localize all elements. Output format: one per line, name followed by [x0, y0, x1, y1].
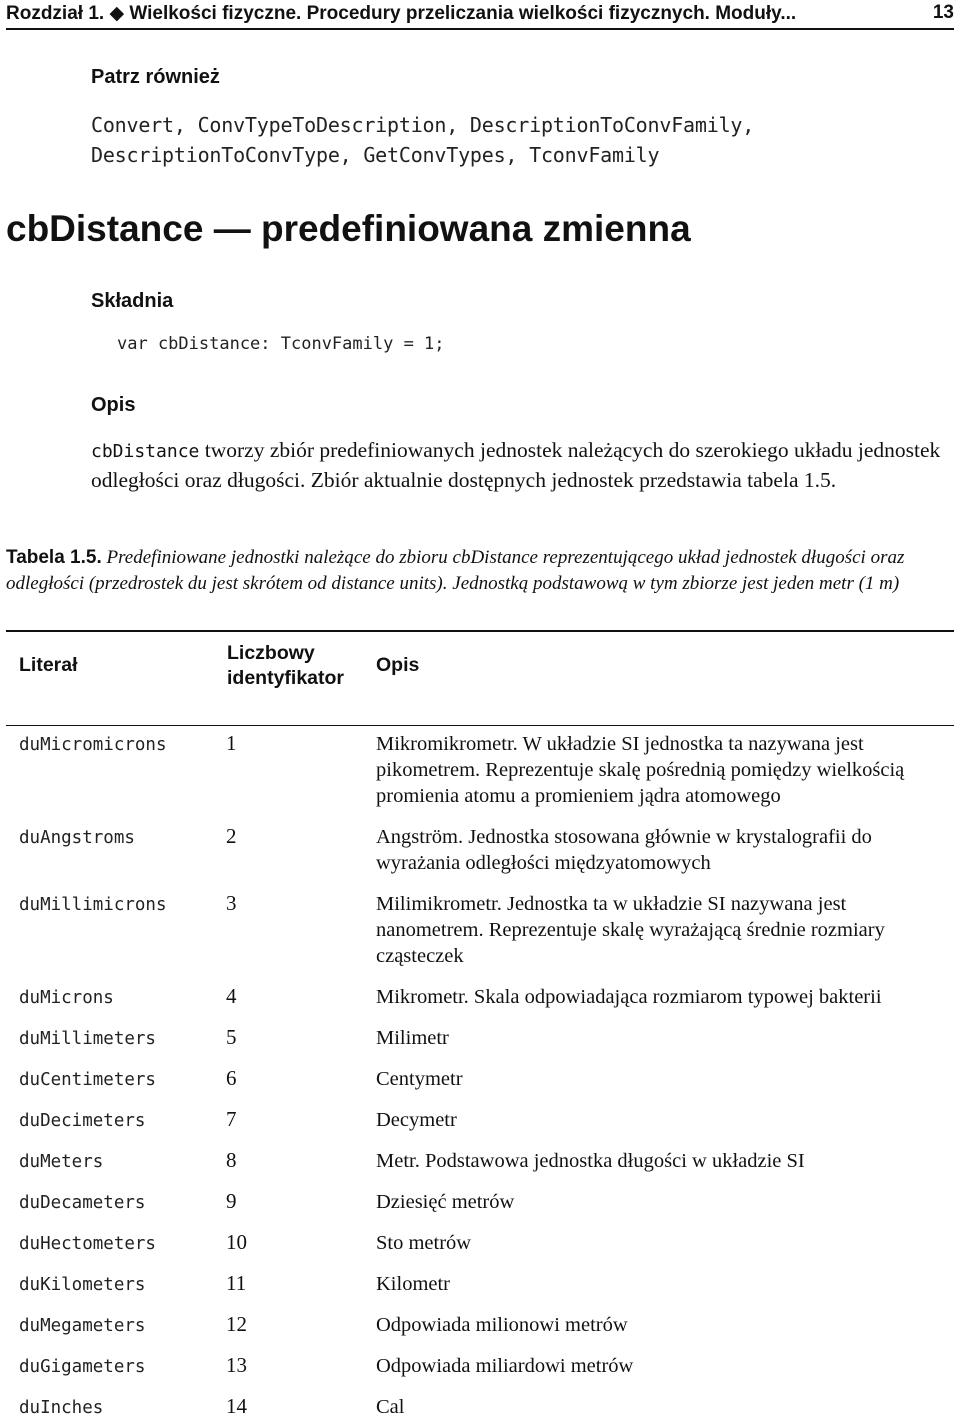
see-also-links: Convert, ConvTypeToDescription, DescriptionToConvFamily, DescriptionToConvType, GetConvTypes, TconvFamily: [91, 113, 755, 167]
unit-description: Sto metrów: [376, 1232, 472, 1254]
unit-literal: duInches: [19, 1398, 104, 1418]
unit-id: 8: [226, 1148, 237, 1172]
unit-literal: duDecameters: [19, 1193, 146, 1213]
unit-id: 2: [226, 824, 237, 848]
table-row: [6, 1189, 954, 1215]
unit-id: 7: [226, 1107, 237, 1131]
syntax-heading: Składnia: [91, 290, 174, 312]
table-row: [6, 891, 954, 969]
column-header-id: Liczbowy identyfikator: [227, 642, 345, 689]
see-also-heading: Patrz również: [91, 66, 220, 88]
table-row: [6, 1271, 954, 1297]
table-caption-label: Tabela 1.5.: [6, 547, 102, 568]
unit-description: Mikrometr. Skala odpowiadająca rozmiarom typowej bakterii: [376, 986, 882, 1008]
units-table: [6, 630, 954, 1420]
unit-id: 5: [226, 1025, 237, 1049]
unit-id: 14: [226, 1394, 247, 1418]
unit-id: 11: [226, 1271, 247, 1295]
table-row: [6, 1107, 954, 1133]
unit-description: Metr. Podstawowa jednostka długości w układzie SI: [376, 1150, 805, 1172]
unit-id: 10: [226, 1230, 247, 1254]
unit-description: Angström. Jednostka stosowana głównie w krystalografii do wyrażania odległości międzyatomowych: [376, 826, 872, 874]
unit-description: Decymetr: [376, 1109, 457, 1131]
unit-literal: duGigameters: [19, 1357, 146, 1377]
unit-description: Kilometr: [376, 1273, 451, 1295]
table-body: [6, 726, 954, 1420]
description-paragraph: [91, 436, 959, 495]
table-row: [6, 1353, 954, 1379]
table-row: [6, 1312, 954, 1338]
unit-id: 12: [226, 1312, 247, 1336]
unit-description: Dziesięć metrów: [376, 1191, 515, 1213]
table-header: [6, 632, 954, 725]
unit-literal: duMillimeters: [19, 1029, 156, 1049]
description-code: cbDistance: [91, 441, 200, 462]
unit-literal: duDecimeters: [19, 1111, 146, 1131]
unit-literal: duAngstroms: [19, 828, 135, 848]
unit-id: 13: [226, 1353, 247, 1377]
unit-description: Cal: [376, 1396, 405, 1418]
chapter-title: Rozdział 1. ◆ Wielkości fizyczne. Procedury przeliczania wielkości fizycznych. Moduły...: [6, 3, 797, 24]
page-number: 13: [932, 2, 954, 23]
syntax-code: var cbDistance: TconvFamily = 1;: [117, 334, 445, 354]
unit-id: 1: [226, 731, 237, 755]
unit-literal: duMicromicrons: [19, 735, 167, 755]
column-header-description: Opis: [376, 654, 420, 676]
table-caption: [6, 545, 956, 597]
description-heading: Opis: [91, 394, 136, 416]
unit-id: 4: [226, 984, 237, 1008]
unit-literal: duMillimicrons: [19, 895, 167, 915]
table-row: [6, 1148, 954, 1174]
column-header-literal: Literał: [19, 654, 78, 676]
table-row: [6, 1394, 954, 1420]
unit-description: Odpowiada miliardowi metrów: [376, 1355, 634, 1377]
table-row: [6, 731, 954, 809]
unit-description: Milimetr: [376, 1027, 449, 1049]
unit-literal: duCentimeters: [19, 1070, 156, 1090]
unit-id: 3: [226, 891, 237, 915]
table-row: [6, 1025, 954, 1051]
unit-literal: duKilometers: [19, 1275, 146, 1295]
unit-literal: duMicrons: [19, 988, 114, 1008]
unit-description: Mikromikrometr. W układzie SI jednostka ta nazywana jest pikometrem. Reprezentuje skalę pośrednią pomiędzy wielkością promienia atomu a promieniem jądra atomowego: [376, 733, 905, 807]
table-caption-text: Predefiniowane jednostki należące do zbioru cbDistance reprezentującego układ jednostek długości oraz odległości (przedrostek du jest skrótem od distance units). Jednostką podstawową w tym zbiorze jest jeden metr (1 m): [6, 547, 905, 594]
unit-description: Odpowiada milionowi metrów: [376, 1314, 628, 1336]
table-row: [6, 1230, 954, 1256]
table-row: [6, 824, 954, 876]
unit-id: 6: [226, 1066, 237, 1090]
unit-literal: duHectometers: [19, 1234, 156, 1254]
unit-description: Centymetr: [376, 1068, 463, 1090]
unit-id: 9: [226, 1189, 237, 1213]
unit-literal: duMegameters: [19, 1316, 146, 1336]
section-title: cbDistance — predefiniowana zmienna: [6, 208, 691, 249]
table-row: [6, 984, 954, 1010]
unit-literal: duMeters: [19, 1152, 104, 1172]
running-header: [6, 0, 954, 30]
description-text: tworzy zbiór predefiniowanych jednostek należących do szerokiego układu jednostek odległości oraz długości. Zbiór aktualnie dostępnych jednostek przedstawia tabela 1.5.: [91, 438, 941, 492]
unit-description: Milimikrometr. Jednostka ta w układzie SI nazywana jest nanometrem. Reprezentuje skalę wyrażającą średnie rozmiary cząsteczek: [376, 893, 885, 967]
table-row: [6, 1066, 954, 1092]
